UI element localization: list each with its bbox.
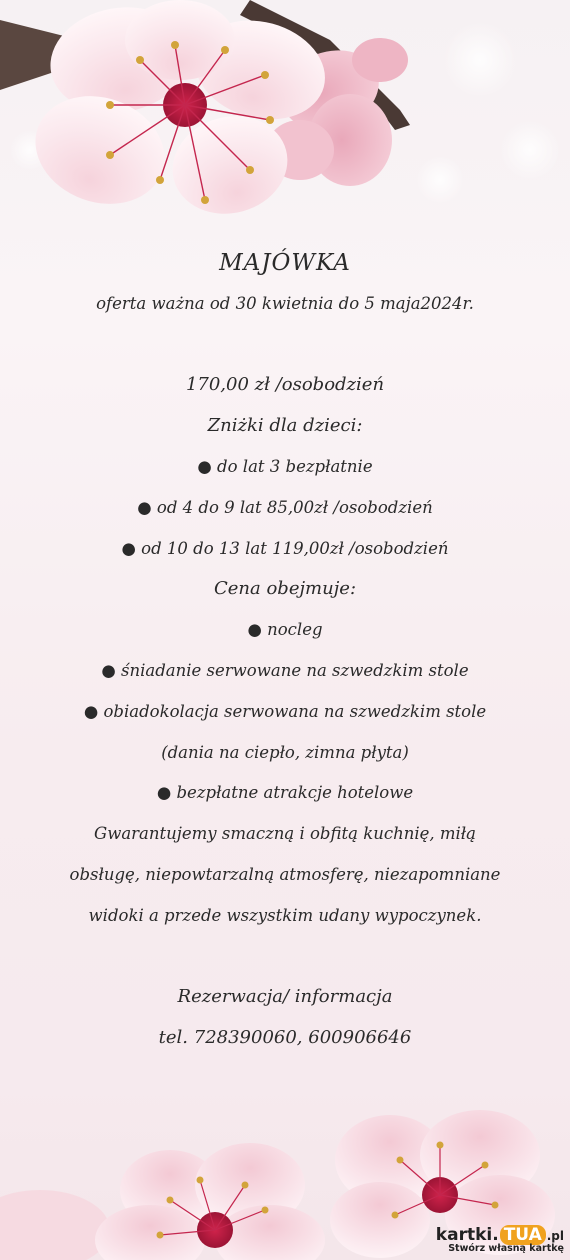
includes-item: ● nocleg <box>247 620 323 640</box>
offer-title: MAJÓWKA <box>219 250 351 276</box>
discounts-heading: Zniżki dla dzieci: <box>207 415 363 437</box>
includes-item: ● bezpłatne atrakcje hotelowe <box>156 783 414 803</box>
bottom-blossom-left <box>95 1143 325 1260</box>
closing-line: widoki a przede wszystkim udany wypoczynek. <box>88 905 482 925</box>
contact-phone: tel. 728390060, 600906646 <box>158 1027 412 1049</box>
includes-item: ● śniadanie serwowane na szwedzkim stole <box>101 660 469 680</box>
includes-item: ● obiadokolacja serwowana na szwedzkim stole <box>83 701 487 721</box>
closing-line: obsługę, niepowtarzalną atmosferę, niezapomniane <box>69 864 501 884</box>
offer-validity: oferta ważna od 30 kwietnia do 5 maja2024r. <box>96 293 474 313</box>
offer-text <box>0 243 570 1059</box>
logo-brand-end: .pl <box>546 1229 564 1243</box>
discount-item: ● od 10 do 13 lat 119,00zł /osobodzień <box>121 538 449 558</box>
cherry-blossom-bottom-illustration <box>0 1020 570 1260</box>
logo-wordmark <box>436 1225 564 1245</box>
includes-item: (dania na ciepło, zimna płyta) <box>161 742 409 762</box>
discount-item: ● do lat 3 bezpłatnie <box>197 456 373 476</box>
contact-heading: Rezerwacja/ informacja <box>177 986 393 1008</box>
logo-brand-mid: TUA <box>500 1225 546 1245</box>
offer-price: 170,00 zł /osobodzień <box>185 374 385 396</box>
cherry-blossom-top-illustration <box>0 0 570 240</box>
main-blossom <box>20 0 336 226</box>
discount-item: ● od 4 do 9 lat 85,00zł /osobodzień <box>137 497 433 517</box>
logo-tagline: Stwórz własną kartkę <box>448 1243 564 1254</box>
kartki-tua-logo[interactable] <box>436 1225 564 1254</box>
logo-brand-start: kartki. <box>435 1225 499 1245</box>
includes-heading: Cena obejmuje: <box>213 578 357 600</box>
closing-line: Gwarantujemy smaczną i obfitą kuchnię, miłą <box>94 824 476 844</box>
